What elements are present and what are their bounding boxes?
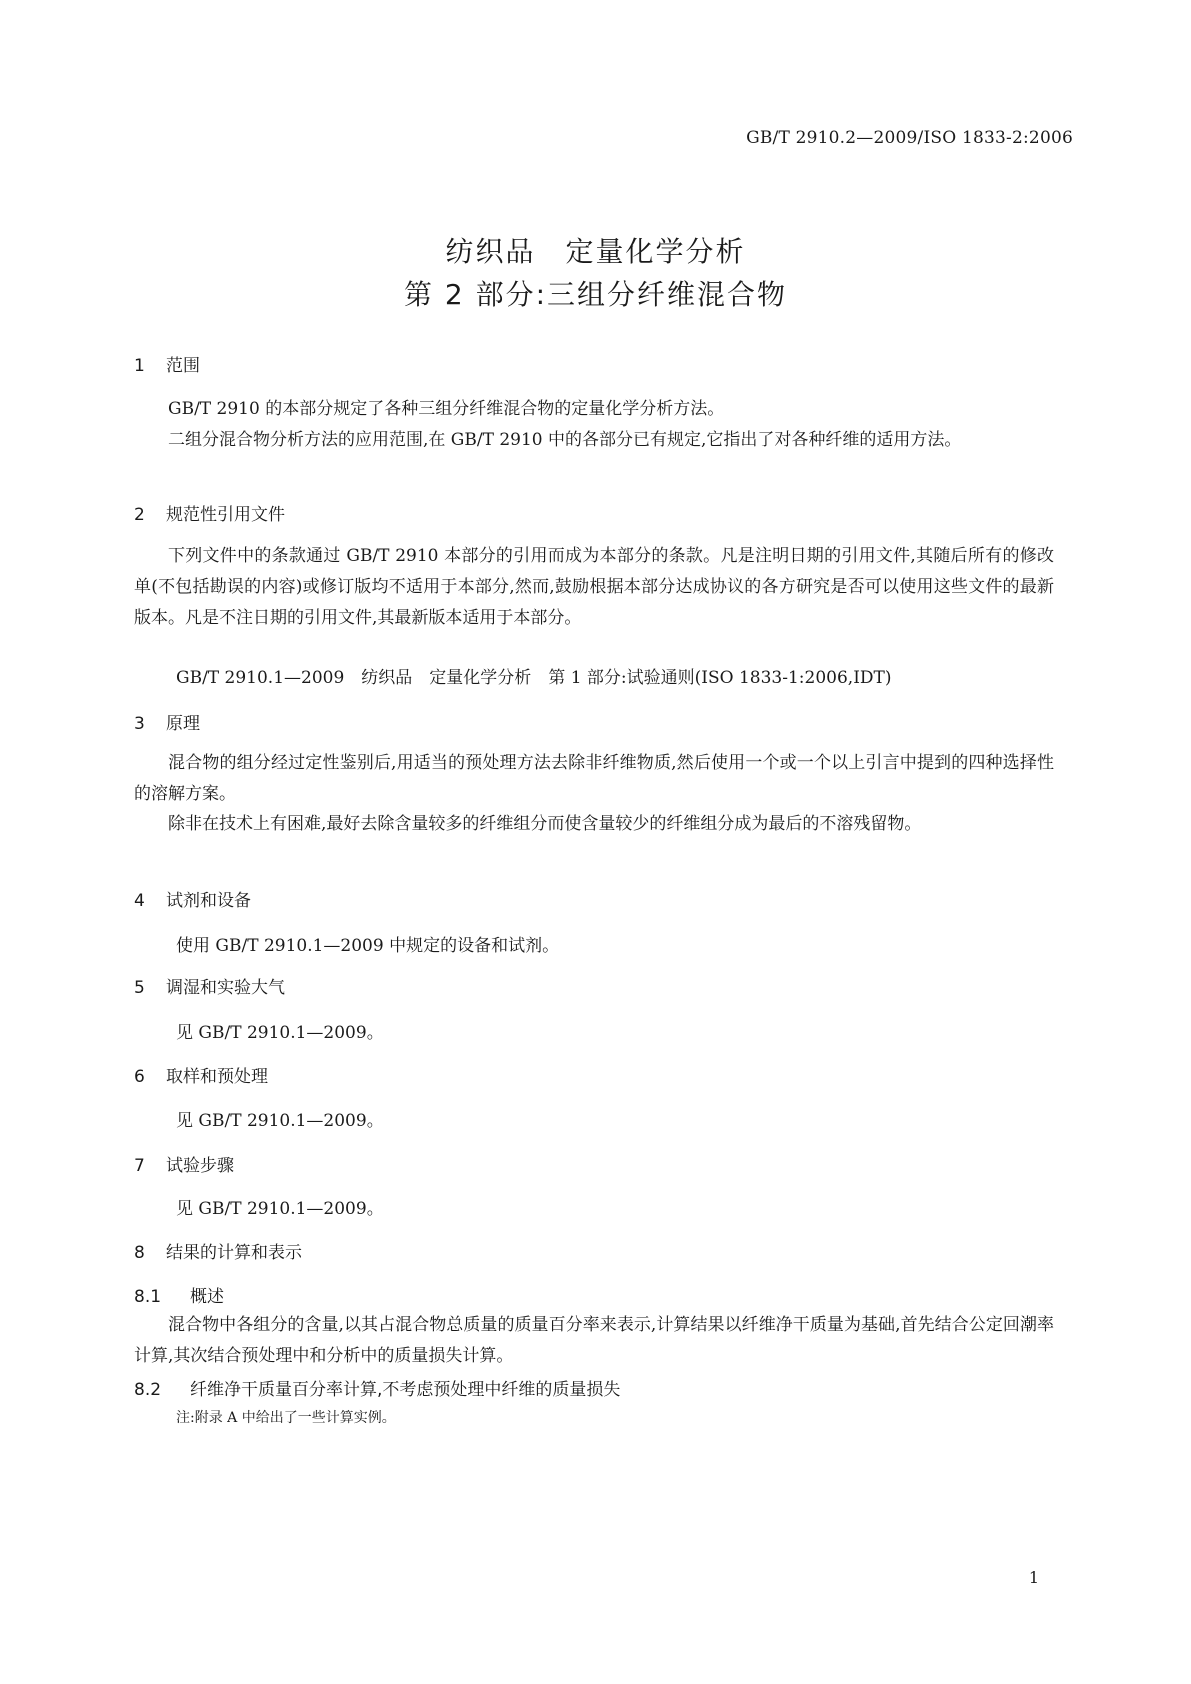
- paragraph: GB/T 2910 的本部分规定了各种三组分纤维混合物的定量化学分析方法。: [168, 399, 725, 419]
- paragraph: 见 GB/T 2910.1—2009。: [176, 1199, 384, 1219]
- paragraph: 下列文件中的条款通过 GB/T 2910 本部分的引用而成为本部分的条款。凡是注明日期的引用文件,其随后所有的修改单(不包括勘误的内容)或修订版均不适用于本部分,然而,鼓励根据本部分达成协议的各方研究是否可以使用这些文件的最新版本。凡是不注日期的引用文件,其最新版本适用于本部分。: [134, 546, 1054, 628]
- standard-code: GB/T 2910.2—2009/ISO 1833-2:2006: [746, 128, 1073, 148]
- section-title: 取样和预处理: [166, 1067, 268, 1087]
- section-number: 8.1: [134, 1287, 162, 1307]
- section-number: 7: [134, 1156, 145, 1176]
- section-title: 调湿和实验大气: [166, 978, 285, 998]
- section-heading-conditioning: [134, 973, 285, 998]
- paragraph: 除非在技术上有困难,最好去除含量较多的纤维组分而使含量较少的纤维组分成为最后的不溶残留物。: [168, 814, 922, 834]
- section-heading-procedure: [134, 1151, 234, 1176]
- paragraph: 使用 GB/T 2910.1—2009 中规定的设备和试剂。: [176, 936, 560, 956]
- document-title: 纺织品 定量化学分析: [445, 235, 746, 268]
- section-heading-principle: [134, 709, 200, 734]
- section-title: 结果的计算和表示: [166, 1243, 302, 1263]
- page-number: 1: [1028, 1568, 1039, 1587]
- section-number: 4: [134, 891, 145, 911]
- reference-entry: GB/T 2910.1—2009 纺织品 定量化学分析 第 1 部分:试验通则(ISO 1833-1:2006,IDT): [176, 668, 892, 688]
- document-subtitle: 第 2 部分:三组分纤维混合物: [403, 278, 788, 311]
- paragraph: 混合物中各组分的含量,以其占混合物总质量的质量百分率来表示,计算结果以纤维净干质量为基础,首先结合公定回潮率计算,其次结合预处理中和分析中的质量损失计算。: [134, 1315, 1054, 1366]
- section-number: 5: [134, 978, 145, 998]
- section-title: 概述: [190, 1287, 224, 1307]
- section-number: 1: [134, 356, 145, 376]
- section-heading-reagents-apparatus: [134, 886, 251, 911]
- section-title: 试验步骤: [166, 1156, 234, 1176]
- section-title: 试剂和设备: [166, 891, 251, 911]
- paragraph: 见 GB/T 2910.1—2009。: [176, 1023, 384, 1043]
- section-number: 8: [134, 1243, 145, 1263]
- section-number: 8.2: [134, 1380, 162, 1400]
- paragraph: 混合物的组分经过定性鉴别后,用适当的预处理方法去除非纤维物质,然后使用一个或一个以上引言中提到的四种选择性的溶解方案。: [134, 753, 1054, 804]
- section-number: 2: [134, 505, 145, 525]
- subsection-heading-dry-mass-percentage: [134, 1375, 620, 1400]
- subsection-heading-general: [134, 1282, 224, 1307]
- section-title: 原理: [166, 714, 200, 734]
- section-title: 范围: [166, 356, 200, 376]
- paragraph: 二组分混合物分析方法的应用范围,在 GB/T 2910 中的各部分已有规定,它指出了对各种纤维的适用方法。: [168, 430, 962, 450]
- section-number: 6: [134, 1067, 145, 1087]
- section-heading-calculation: [134, 1238, 302, 1263]
- section-heading-normative-references: [134, 500, 285, 525]
- section-heading-scope: [134, 351, 200, 376]
- section-title: 纤维净干质量百分率计算,不考虑预处理中纤维的质量损失: [190, 1380, 621, 1400]
- section-title: 规范性引用文件: [166, 505, 285, 525]
- paragraph: 见 GB/T 2910.1—2009。: [176, 1111, 384, 1131]
- section-number: 3: [134, 714, 145, 734]
- note: 注:附录 A 中给出了一些计算实例。: [176, 1410, 396, 1426]
- section-heading-sampling: [134, 1062, 268, 1087]
